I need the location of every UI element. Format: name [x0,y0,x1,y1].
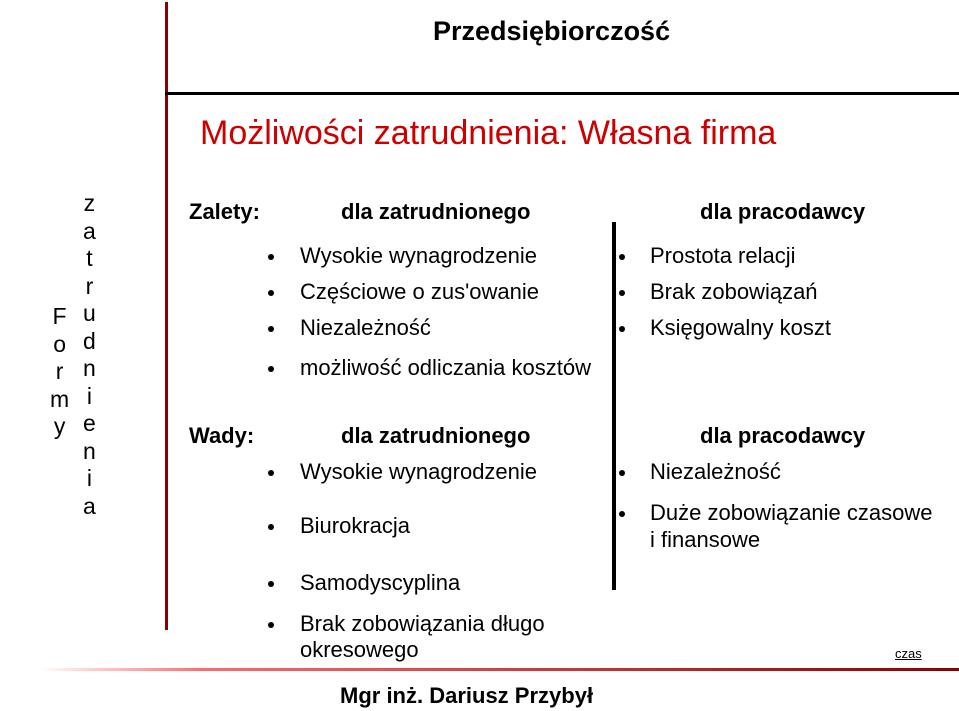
top-title: Przedsiębiorczość [433,16,671,46]
bullet [268,366,274,372]
wady-employee-item-continued: okresowego [300,637,419,662]
zatrudnienia-letter: e [83,410,96,436]
zalety-employer-header: dla pracodawcy [700,199,866,224]
bullet [619,326,625,332]
zalety-employer-item: Brak zobowiązań [650,279,818,304]
wady-label: Wady: [189,423,255,448]
frame-vertical-line [165,2,168,630]
wady-employer-item: Duże zobowiązanie czasowe [650,500,933,525]
zalety-employee-header: dla zatrudnionego [341,199,531,224]
wady-employer-item-continued: i finansowe [650,527,761,552]
wady-employee-header: dla zatrudnionego [341,423,531,448]
bullet [619,470,625,476]
zatrudnienia-letter: i [86,382,92,409]
zatrudnienia-letter: u [83,300,96,326]
bullet [268,622,274,628]
zatrudnienia-letter: t [86,245,93,271]
bullet [268,581,274,587]
zatrudnienia-letter: n [83,437,96,464]
wady-employer-header: dla pracodawcy [700,423,866,448]
zalety-employee-item: Częściowe o zus'owanie [300,279,539,304]
zalety-employee-item: Wysokie wynagrodzenie [300,243,538,268]
zatrudnienia-letter: a [83,492,96,519]
bullet [268,524,274,530]
zalety-employer-item: Prostota relacji [650,243,796,268]
wady-employer-item: Niezależność [650,459,781,484]
formy-letter: m [50,385,70,412]
zatrudnienia-letter: i [86,465,92,491]
formy-letter: y [53,413,66,439]
zalety-employee-item: możliwość odliczania kosztów [300,355,591,380]
zatrudnienia-letter: d [83,327,96,354]
bullet [268,290,274,296]
wady-employee-item: Samodyscyplina [300,570,461,595]
zatrudnienia-letter: z [83,190,96,216]
zatrudnienia-vertical-label [83,190,96,520]
formy-letter: F [52,303,67,329]
wady-employee-item: Wysokie wynagrodzenie [300,459,538,484]
footer-rule [38,668,959,671]
zalety-label: Zalety: [189,199,260,224]
frame-horizontal-line [165,92,959,95]
formy-letter: o [53,330,66,357]
zalety-employer-item: Księgowalny koszt [650,315,831,340]
column-divider [612,222,616,590]
zatrudnienia-letter: a [83,217,96,244]
wady-employee-item: Biurokracja [300,513,411,538]
footer-author: Mgr inż. Dariusz Przybył [340,683,594,708]
formy-letter: r [55,358,64,384]
wady-employee-item: Brak zobowiązania długo [300,611,545,636]
bullet [268,254,274,260]
bullet [619,290,625,296]
czas-link[interactable]: czas [895,646,922,661]
slide-title: Możliwości zatrudnienia: Własna firma [200,114,777,152]
bullet [268,470,274,476]
zalety-employee-item: Niezależność [300,315,431,340]
zatrudnienia-letter: r [85,272,94,299]
zatrudnienia-letter: n [83,355,96,381]
bullet [268,326,274,332]
bullet [619,254,625,260]
formy-vertical-label [50,303,69,441]
bullet [619,511,625,517]
